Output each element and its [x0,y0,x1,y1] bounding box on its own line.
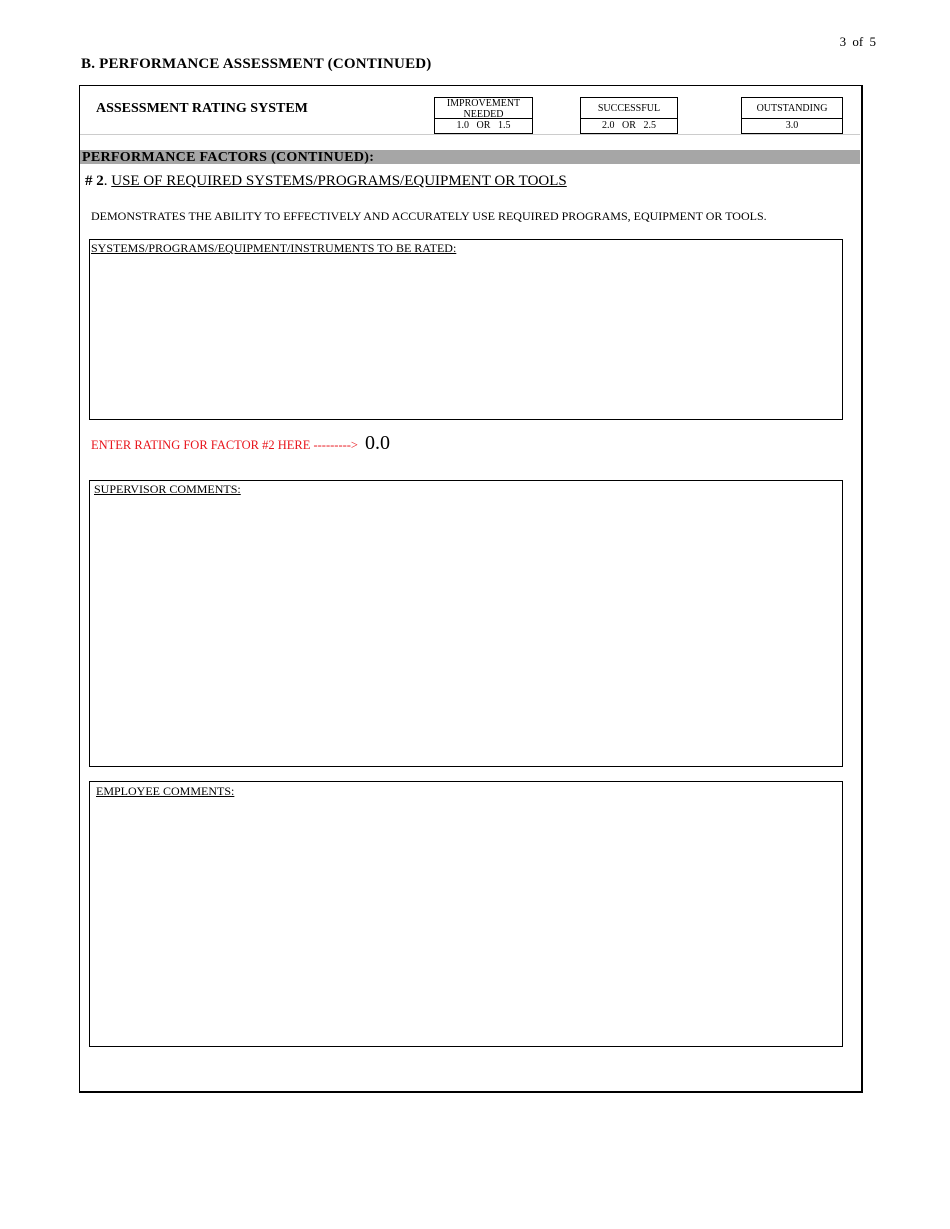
section-title: B. PERFORMANCE ASSESSMENT (CONTINUED) [81,56,432,72]
employee-comments-field[interactable] [89,781,843,1047]
systems-to-be-rated-field[interactable] [89,239,843,420]
page-number: 3 of 5 [839,34,876,49]
factor-description: DEMONSTRATES THE ABILITY TO EFFECTIVELY AND ACCURATELY USE REQUIRED PROGRAMS, EQUIPMENT OR TOOLS. [91,209,767,223]
factor-title: USE OF REQUIRED SYSTEMS/PROGRAMS/EQUIPMENT OR TOOLS [111,173,567,189]
rating-level-name: OUTSTANDING [742,98,842,119]
rating-level-name: IMPROVEMENT NEEDED [435,98,532,119]
rating-level-name: SUCCESSFUL [581,98,677,119]
divider [80,134,860,135]
systems-to-be-rated-label: SYSTEMS/PROGRAMS/EQUIPMENT/INSTRUMENTS TO BE RATED: [91,241,457,255]
rating-level-values: 1.0 OR 1.5 [456,120,511,131]
rating-entry-row [91,432,390,455]
factor-number: # 2 [85,173,104,189]
rating-prompt-label: ENTER RATING FOR FACTOR #2 HERE ---------> [91,438,358,452]
factor-heading: # 2. USE OF REQUIRED SYSTEMS/PROGRAMS/EQUIPMENT OR TOOLS [85,173,567,189]
rating-level-values: 2.0 OR 2.5 [602,120,656,131]
rating-level-improvement-needed [434,97,533,134]
supervisor-comments-label: SUPERVISOR COMMENTS: [94,482,241,496]
factor-rating-field[interactable]: 0.0 [364,432,390,454]
rating-system-label: ASSESSMENT RATING SYSTEM [96,101,308,116]
rating-level-successful [580,97,678,134]
rating-level-outstanding [741,97,843,134]
rating-level-values: 3.0 [785,120,799,131]
performance-factors-header: PERFORMANCE FACTORS (CONTINUED): [80,150,860,164]
supervisor-comments-field[interactable] [89,480,843,767]
employee-comments-label: EMPLOYEE COMMENTS: [96,784,235,798]
